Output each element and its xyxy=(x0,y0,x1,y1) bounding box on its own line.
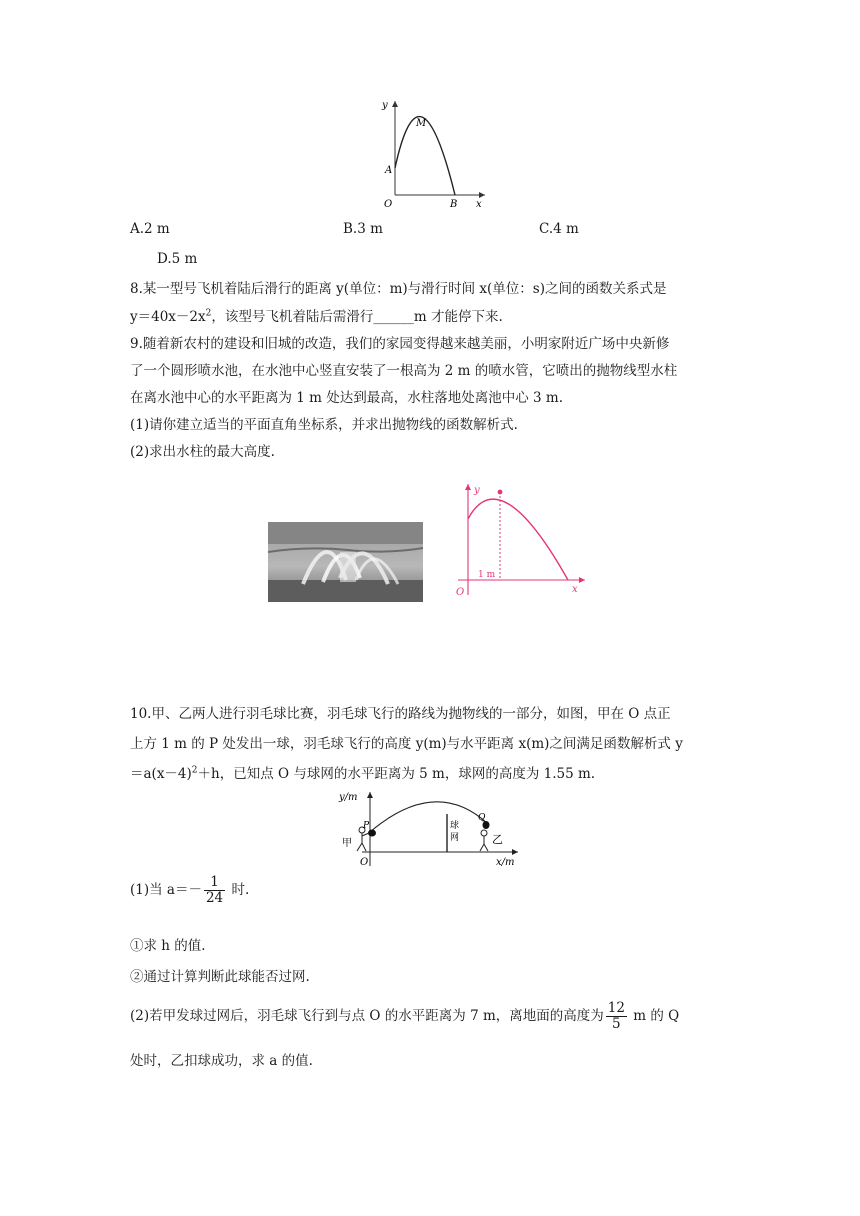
q10-sub1-post: 时. xyxy=(231,882,250,898)
fraction-numerator: 1 xyxy=(204,875,225,891)
fraction-denominator: 24 xyxy=(205,890,224,906)
option-d: D.5 m xyxy=(157,251,198,267)
q9-line1: 9.随着新农村的建设和旧城的改造，我们的家园变得越来越美丽，小明家附近广场中央新修 xyxy=(130,336,670,352)
point-q: Q xyxy=(478,813,486,823)
q10-line3 xyxy=(130,764,595,784)
q10-formula: ＝a(x－4) xyxy=(130,766,192,782)
net-label-1: 球 xyxy=(450,821,460,831)
q9-line3: 在离水池中心的水平距离为 1 m 处达到最高，水柱落地处离池中心 3 m. xyxy=(130,390,564,406)
q10-sub1-pre: (1)当 a＝－ xyxy=(130,882,202,898)
q8-line2 xyxy=(130,307,503,327)
q10-exponent: 2 xyxy=(191,765,198,776)
fig1-point-m: M xyxy=(416,118,427,129)
fountain-graph xyxy=(450,480,590,600)
q8-line1: 8.某一型号飞机着陆后滑行的距离 y(单位：m)与滑行时间 x(单位：s)之间的函数关系式是 xyxy=(130,281,667,297)
fig1-point-b: B xyxy=(450,199,458,210)
fig1-y-label: y xyxy=(382,100,388,111)
option-c: C.4 m xyxy=(539,221,579,237)
q10-line3-text: ＋h，已知点 O 与球网的水平距离为 5 m，球网的高度为 1.55 m. xyxy=(197,766,596,782)
badminton-y-label: y/m xyxy=(339,792,358,803)
parabola-figure-1 xyxy=(360,95,490,210)
q9-sub1: (1)请你建立适当的平面直角坐标系，并求出抛物线的函数解析式. xyxy=(130,417,518,433)
q10-sub2 xyxy=(130,998,679,1034)
fig1-point-a: A xyxy=(385,165,393,176)
fraction-1-24 xyxy=(204,875,225,906)
badminton-figure xyxy=(336,788,526,870)
q10-sub1-a: ①求 h 的值. xyxy=(130,938,206,954)
option-a: A.2 m xyxy=(130,221,170,237)
option-b: B.3 m xyxy=(343,221,383,237)
q10-sub1 xyxy=(130,872,249,908)
q8-exponent: 2 xyxy=(205,308,212,319)
fig1-origin: O xyxy=(384,199,393,210)
fountain-distance-label: 1 m xyxy=(478,570,496,580)
net-label-2: 网 xyxy=(450,833,460,843)
fountain-x-label: x xyxy=(572,584,578,595)
q8-blank: ______ xyxy=(373,309,414,325)
fountain-origin: O xyxy=(456,587,465,598)
badminton-x-label: x/m xyxy=(496,857,515,868)
fraction-12-5 xyxy=(606,1001,627,1032)
q10-line1: 10.甲、乙两人进行羽毛球比赛，羽毛球飞行的路线为抛物线的一部分，如图，甲在 O 点正 xyxy=(130,706,671,722)
fraction-numerator: 12 xyxy=(607,1000,625,1016)
fraction-denominator: 5 xyxy=(612,1016,621,1032)
q10-sub2-line2: 处时，乙扣球成功，求 a 的值. xyxy=(130,1053,313,1069)
player-jia: 甲 xyxy=(342,838,352,849)
q8-text: ，该型号飞机着陆后需滑行 xyxy=(211,309,374,325)
q10-line2: 上方 1 m 的 P 处发出一球，羽毛球飞行的高度 y(m)与水平距离 x(m)之间满足函数解析式 y xyxy=(130,736,683,752)
fountain-photo xyxy=(268,522,423,602)
q8-formula: y＝40x－2x xyxy=(130,309,206,325)
q9-sub2: (2)求出水柱的最大高度. xyxy=(130,444,275,460)
badminton-origin: O xyxy=(360,857,369,868)
player-yi: 乙 xyxy=(492,833,503,846)
fig1-x-label: x xyxy=(476,199,482,210)
q8-end: m 才能停下来. xyxy=(413,309,503,325)
q10-sub1-b: ②通过计算判断此球能否过网. xyxy=(130,969,310,985)
q9-line2: 了一个圆形喷水池，在水池中心竖直安装了一根高为 2 m 的喷水管，它喷出的抛物线型水柱 xyxy=(130,363,678,379)
q10-sub2-pre: (2)若甲发球过网后，羽毛球飞行到与点 O 的水平距离为 7 m，离地面的高度为 xyxy=(130,1008,604,1024)
fountain-y-label: y xyxy=(474,485,480,496)
point-p: P xyxy=(363,821,370,831)
q10-sub2-post: m 的 Q xyxy=(628,1008,680,1024)
